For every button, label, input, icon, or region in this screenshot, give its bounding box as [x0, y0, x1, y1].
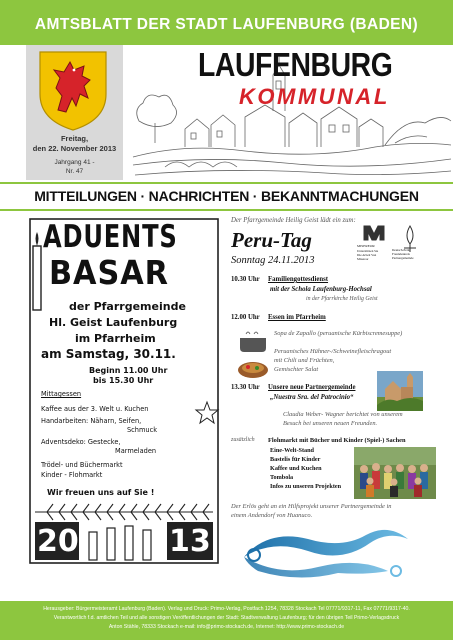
poster-closing: Wir freuen uns auf Sie !: [47, 488, 155, 497]
section-subheader: MITTEILUNGEN · NACHRICHTEN · BEKANNTMACHUNGEN: [34, 188, 419, 204]
poster-menu-label: Mittagessen: [41, 390, 82, 398]
schedule-title: Essen im Pfarrheim: [268, 314, 326, 321]
poster-time: bis 15.30 Uhr: [93, 376, 154, 385]
poster-item: Handarbeiten: Näharn, Seifen,: [41, 417, 142, 425]
ornament-swirl: [238, 525, 414, 589]
schedule-line: Tombola: [270, 474, 294, 481]
masthead-title: AMTSBLATT DER STADT LAUFENBURG (BADEN): [34, 16, 419, 33]
soup-pot-illustration: [236, 328, 270, 354]
issue-date-text: den 22. November 2013: [32, 144, 117, 153]
schedule-line: Gemischter Salat: [274, 366, 319, 373]
schedule-line: Eine-Welt-Stand: [270, 447, 315, 454]
event-closing: Der Erlös geht an ein Hilfsprojekt unserer Partnergemeinde in: [231, 503, 392, 510]
schedule-line: Peruanisches Hühner-/Schweinefleischragout: [274, 348, 392, 355]
footer-bar: [0, 601, 453, 640]
schedule-line: „Nuestra Sra. del Patrocinio“: [270, 394, 354, 401]
logo-kommunal: KOMMUNAL: [239, 84, 390, 109]
poster-item: Adventsdeko: Gestecke,: [41, 438, 121, 446]
schedule-line: mit Chili und Früchten,: [274, 357, 335, 364]
poster-year-left: 20: [37, 524, 79, 559]
poster-time: Beginn 11.00 Uhr: [89, 366, 168, 375]
poster-date: am Samstag, 30.11.: [41, 347, 176, 361]
poster-item: Trödel- und Büchermarkt: [41, 461, 123, 469]
footer-line: Verantwortlich f.d. amtlichen Teil und alle sonstigen Veröffentlichungen der Stadt: Stadtverwaltung Laufenburg; für den übrigen Teil Primo-Verlagsdruck: [53, 615, 400, 621]
coat-of-arms-icon: [36, 48, 110, 132]
poster-org-line: der Pfarrgemeinde: [69, 300, 186, 313]
advent-bazaar-poster: [27, 216, 221, 566]
logo-label: MISEREOR: [357, 244, 375, 248]
issue-weekday: Freitag,: [60, 134, 89, 143]
schedule-line: Claudia Weber- Wagner berichtet von unserem: [283, 411, 403, 418]
footer-line: Herausgeber: Bürgermeisteramt Laufenburg (Baden). Verlag und Druck: Primo-Verlag, Postfach 1254, 78328 Stockach Tel 07771/9317-11, Fax 07771/9317-40.: [43, 606, 410, 612]
poster-title-advents: ADUENTS: [43, 219, 178, 255]
schedule-title: Unsere neue Partnergemeinde: [268, 384, 356, 391]
ragout-dish-illustration: [236, 356, 270, 380]
poster-item: Kinder - Flohmarkt: [41, 471, 103, 479]
schedule-title: Familiengottesdienst: [268, 276, 329, 283]
poster-item: Kaffee aus der 3. Welt u. Kuchen: [41, 405, 149, 413]
masthead-bar: [0, 0, 453, 45]
poster-org-line: Hl. Geist Laufenburg: [49, 316, 178, 329]
issue-volume: [26, 158, 123, 176]
group-photo: [354, 447, 436, 499]
poster-title-basar: BASAR: [49, 253, 169, 292]
schedule-line: Bastelis für Kinder: [270, 456, 321, 463]
logo-label: Deutsch-Perú Freundeskreis Partnergemeinde: [392, 248, 414, 260]
issue-number-text: Nr. 47: [65, 168, 84, 175]
schedule-line: Sopa de Zapallo (peruanische Kürbiscremesuppe): [274, 330, 403, 337]
poster-org-line: im Pfarrheim: [75, 332, 156, 345]
divider-line: [0, 182, 453, 184]
schedule-line: Besuch bei unseren neuen Freunden.: [283, 420, 378, 427]
event-date: Sonntag 24.11.2013: [231, 255, 315, 266]
event-closing: einem Andendorf von Huanuco.: [231, 512, 313, 519]
poster-year-right: 13: [169, 524, 211, 559]
schedule-time: 12.00 Uhr: [231, 314, 260, 321]
logo-laufenburg: LAUFENBURG: [198, 46, 393, 83]
partner-church-photo: [377, 371, 423, 411]
footer-line: Anton Stähle, 78333 Stockach e-mail: info@primo-stockach.de, Internet: http://www.primo-stockach.de: [108, 624, 345, 630]
schedule-time: 10.30 Uhr: [231, 276, 260, 283]
schedule-time: 13.30 Uhr: [231, 384, 260, 391]
issue-volume-text: Jahrgang 41 -: [54, 159, 95, 166]
logo-label: Unterstützen Sie Die Arbeit Von Misereor: [357, 249, 379, 261]
schedule-line: Kaffee und Kuchen: [270, 465, 322, 472]
issue-date: [26, 134, 123, 154]
schedule-time: zusätzlich: [231, 437, 255, 443]
schedule-title: Flohmarkt mit Bücher und Kinder (Spiel-) Sachen: [268, 437, 406, 444]
event-title: Peru-Tag: [231, 228, 312, 252]
poster-item: Schmuck: [127, 426, 158, 434]
schedule-line: Infos zu unseren Projekten: [270, 483, 342, 490]
schedule-line: mit der Schola Laufenburg-Hochsal: [270, 286, 372, 293]
divider-line: [0, 209, 453, 211]
event-intro: Der Pfarrgemeinde Heilig Geist lädt ein zum:: [231, 217, 356, 224]
schedule-line: in der Pfarrkirche Heilig Geist: [306, 296, 378, 302]
poster-item: Marmeladen: [115, 447, 157, 455]
